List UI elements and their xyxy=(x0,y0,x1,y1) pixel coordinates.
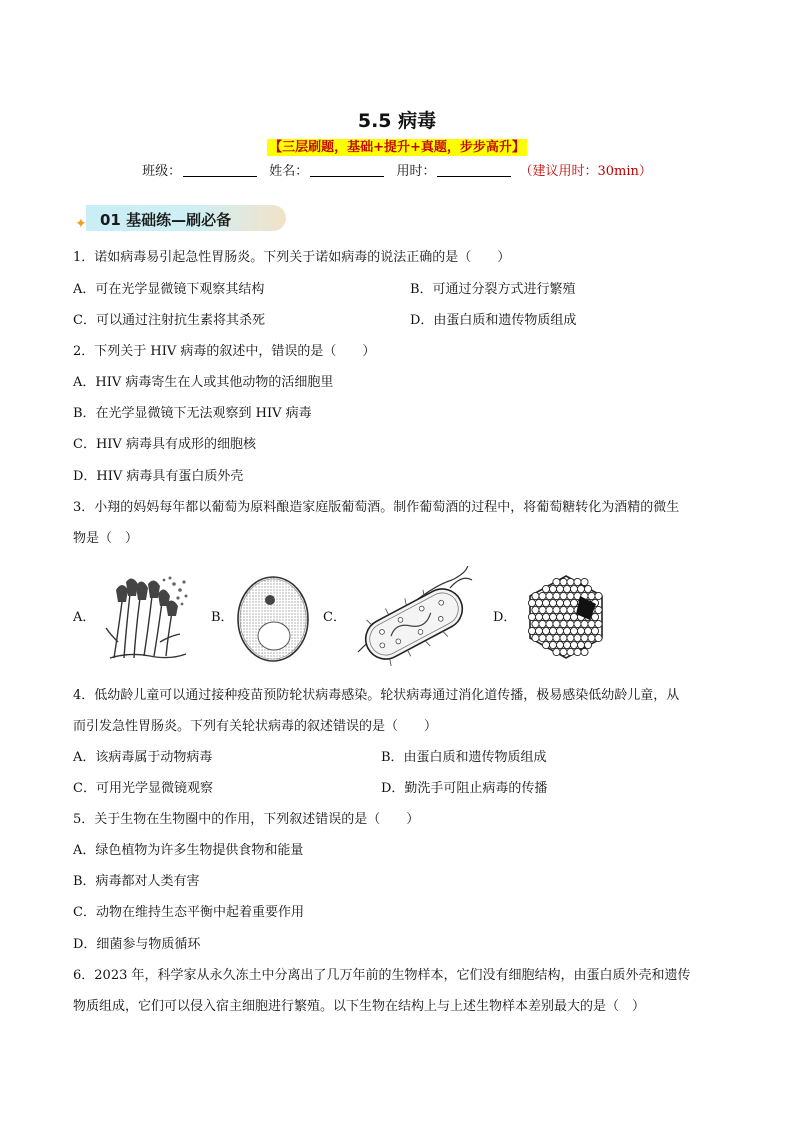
question-1-stem: 1．诺如病毒易引起急性胃肠炎。下列关于诺如病毒的说法正确的是（ ） xyxy=(73,250,511,265)
q3-option-a[interactable]: A． xyxy=(73,610,96,625)
class-blank[interactable] xyxy=(183,164,257,177)
subtitle-wrap xyxy=(0,136,794,155)
time-label: 用时： xyxy=(396,164,436,179)
virus-icon xyxy=(524,574,608,660)
q4-option-a[interactable]: A．该病毒属于动物病毒 xyxy=(73,750,213,765)
question-6-stem-line1: 6．2023 年，科学家从永久冻土中分离出了几万年前的生物样本，它们没有细胞结构，由蛋白质外壳和遗传 xyxy=(73,968,691,983)
bacterium-icon xyxy=(352,566,476,666)
q4-option-b[interactable]: B．由蛋白质和遗传物质组成 xyxy=(381,750,547,765)
class-label: 班级： xyxy=(142,164,182,179)
question-6-stem-line2: 物质组成，它们可以侵入宿主细胞进行繁殖。以下生物在结构上与上述生物样本差别最大的是（ ） xyxy=(73,999,646,1014)
q5-option-a[interactable]: A．绿色植物为许多生物提供食物和能量 xyxy=(73,843,304,858)
q2-option-c[interactable]: C．HIV 病毒具有成形的细胞核 xyxy=(73,437,256,452)
question-5-stem: 5．关于生物在生物圈中的作用，下列叙述错误的是（ ） xyxy=(73,812,420,827)
page-title: 5.5 病毒 xyxy=(357,110,437,132)
q5-option-c[interactable]: C．动物在维持生态平衡中起着重要作用 xyxy=(73,905,304,920)
student-info-line xyxy=(0,160,794,179)
q5-option-b[interactable]: B．病毒都对人类有害 xyxy=(73,874,200,889)
q3-option-d[interactable]: D． xyxy=(493,610,517,625)
question-2-stem: 2．下列关于 HIV 病毒的叙述中，错误的是（ ） xyxy=(73,344,376,359)
name-blank[interactable] xyxy=(310,164,384,177)
q1-option-d[interactable]: D．由蛋白质和遗传物质组成 xyxy=(410,313,577,328)
section-title: 01 基础练—刷必备 xyxy=(100,211,232,229)
q5-option-d[interactable]: D．细菌参与物质循环 xyxy=(73,937,201,952)
star-icon: ✦ xyxy=(75,216,87,232)
suggested-time: （建议用时：30min） xyxy=(519,164,652,179)
time-blank[interactable] xyxy=(437,164,511,177)
q3-option-b[interactable]: B． xyxy=(211,610,234,625)
q1-option-a[interactable]: A．可在光学显微镜下观察其结构 xyxy=(73,282,265,297)
yeast-cell-icon xyxy=(234,574,312,664)
q1-option-b[interactable]: B．可通过分裂方式进行繁殖 xyxy=(410,282,576,297)
question-4-stem-line2: 而引发急性胃肠炎。下列有关轮状病毒的叙述错误的是（ ） xyxy=(73,719,438,734)
q2-option-a[interactable]: A．HIV 病毒寄生在人或其他动物的活细胞里 xyxy=(73,375,334,390)
q4-option-c[interactable]: C．可用光学显微镜观察 xyxy=(73,781,213,796)
subtitle-banner: 【三层刷题，基础+提升+真题，步步高升】 xyxy=(269,140,525,155)
q2-option-b[interactable]: B．在光学显微镜下无法观察到 HIV 病毒 xyxy=(73,406,312,421)
q1-option-c[interactable]: C．可以通过注射抗生素将其杀死 xyxy=(73,313,265,328)
section-banner xyxy=(86,205,286,231)
mold-icon xyxy=(100,572,190,664)
question-3-stem-line1: 3．小翔的妈妈每年都以葡萄为原料酿造家庭版葡萄酒。制作葡萄酒的过程中，将葡萄糖转化为酒精的微生 xyxy=(73,500,680,515)
question-3-stem-line2: 物是（ ） xyxy=(73,531,139,546)
q2-option-d[interactable]: D．HIV 病毒具有蛋白质外壳 xyxy=(73,469,244,484)
question-4-stem-line1: 4．低幼龄儿童可以通过接种疫苗预防轮状病毒感染。轮状病毒通过消化道传播，极易感染低幼龄儿童，从 xyxy=(73,688,680,703)
q4-option-d[interactable]: D．勤洗手可阻止病毒的传播 xyxy=(381,781,548,796)
name-label: 姓名： xyxy=(269,164,309,179)
q3-option-c[interactable]: C． xyxy=(323,610,346,625)
